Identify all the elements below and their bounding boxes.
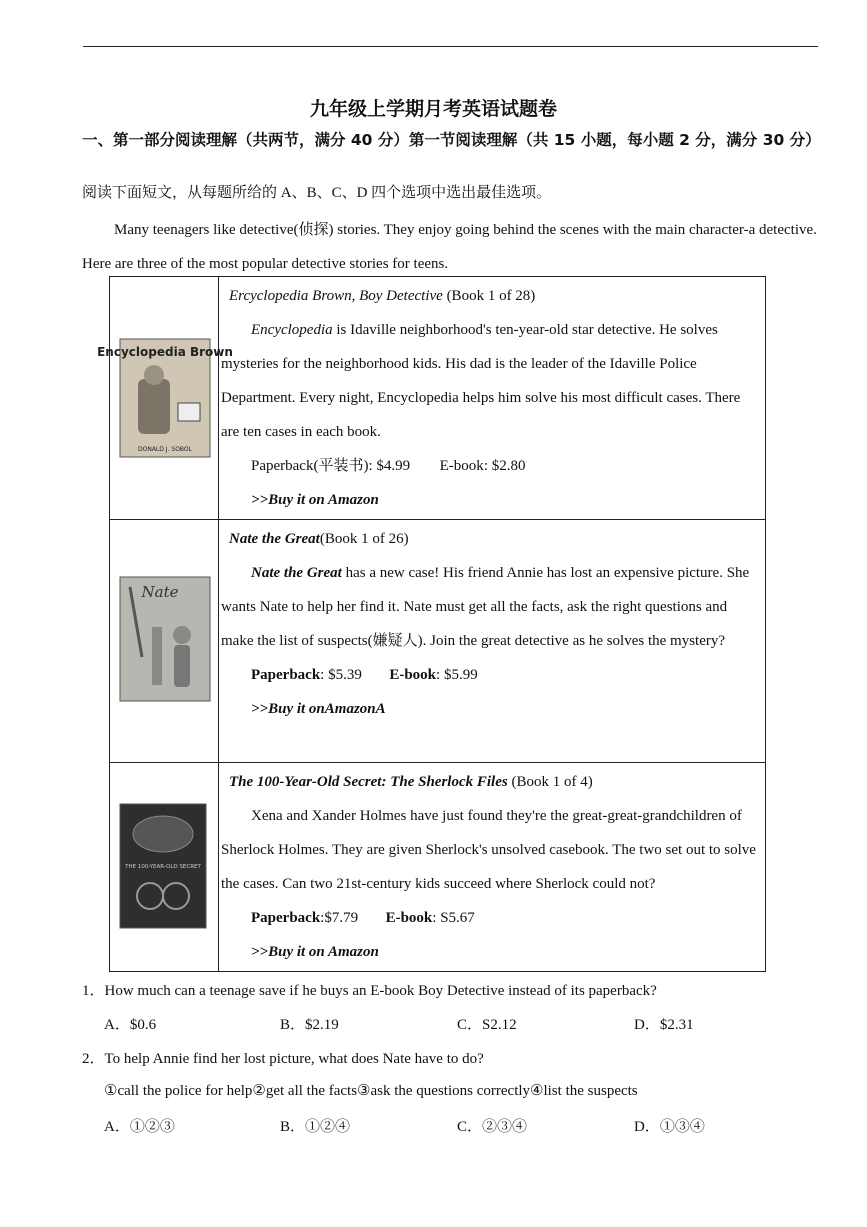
cover-cell <box>110 763 219 972</box>
instruction: 阅读下面短文，从每题所给的 A、B、C、D 四个选项中选出最佳选项。 <box>82 185 552 201</box>
book-entry-3 <box>219 763 766 972</box>
option-d[interactable]: D．$2.31 <box>634 1017 694 1033</box>
cover-title-text: THE 100-YEAR-OLD SECRET <box>125 864 201 870</box>
ebook-label: E-book <box>389 667 437 683</box>
question-1 <box>82 979 657 1000</box>
option-c[interactable]: C．S2.12 <box>457 1017 517 1033</box>
buy-link: >>Buy it on Amazon <box>251 492 379 508</box>
cover-cell <box>110 520 219 763</box>
cover-cell <box>97 277 233 520</box>
ebook-label: E-book <box>385 910 433 926</box>
cover-title-text: Nate <box>141 583 179 601</box>
question-2 <box>82 1047 484 1068</box>
paperback-label: Paperback(平装书) <box>251 458 369 474</box>
intro-paragraph: Many teenagers like detective(侦探) stories. They enjoy going behind the scenes with the main character-a detective. Here are three of the most popular detective stories for teens. <box>82 222 817 272</box>
question-number: 1． <box>82 983 105 999</box>
book-description: Xena and Xander Holmes have just found they're the great-great-grandchildren of Sherlock Holmes. They are given Sherlock's unsolved casebook. The two set out to solve the cases. Can two 21st-century kids succeed where Sherlock could not? <box>221 808 756 892</box>
book-series: (Book 1 of 26) <box>319 531 409 547</box>
header-rule <box>83 46 818 47</box>
book-series: (Book 1 of 28) <box>442 288 536 304</box>
book-lead: Encyclopedia <box>251 322 333 338</box>
paperback-price: : $5.39 <box>320 667 362 683</box>
option-c[interactable]: C．②③④ <box>457 1119 528 1135</box>
nate-the-great-cover-image <box>120 577 210 701</box>
question-text: How much can a teenage save if he buys an E-book Boy Detective instead of its paperback? <box>104 983 657 999</box>
cover-author-text: DONALD J. SOBOL <box>138 446 192 453</box>
ebook-price: : S5.67 <box>432 910 475 926</box>
paperback-label: Paperback <box>251 910 321 926</box>
paperback-price: :$7.79 <box>320 910 359 926</box>
option-a[interactable]: A．①②③ <box>104 1119 175 1135</box>
book-description: has a new case! His friend Annie has lost an expensive picture. She wants Nate to help her find it. Nate must get all the facts, ask the right questions and make the list of suspects(嫌疑人). Join the great detective as he solves the mystery? <box>221 565 750 649</box>
buy-link: >>Buy it on Amazon <box>251 944 379 960</box>
book-lead: Nate the Great <box>251 565 342 581</box>
question-number: 2． <box>82 1051 105 1067</box>
option-b[interactable]: B．①②④ <box>280 1119 351 1135</box>
option-d[interactable]: D．①③④ <box>634 1119 705 1135</box>
books-table <box>97 276 766 972</box>
question-text: To help Annie find her lost picture, what does Nate have to do? <box>104 1051 484 1067</box>
book-title: The 100-Year-Old Secret: The Sherlock Files <box>229 774 508 790</box>
paperback-label: Paperback <box>251 667 321 683</box>
question-2-statements: ①call the police for help②get all the facts③ask the questions correctly④list the suspects <box>104 1083 638 1099</box>
page-title: 九年级上学期月考英语试题卷 <box>309 98 557 120</box>
ebook-price: : $2.80 <box>483 458 526 474</box>
ebook-label: E-book <box>439 458 484 474</box>
book-description: is Idaville neighborhood's ten-year-old star detective. He solves mysteries for the neighborhood kids. His dad is the leader of the Idaville Police Department. Every night, Encyclopedia helps him solve his most difficult cases. There are ten cases in each book. <box>221 322 741 440</box>
section-heading: 一、第一部分阅读理解（共两节，满分 40 分）第一节阅读理解（共 15 小题，每小题 2 分，满分 30 分） <box>82 131 821 149</box>
encyclopedia-brown-cover-image <box>97 339 233 457</box>
book-title: Nate the Great <box>229 531 320 547</box>
ebook-price: : $5.99 <box>436 667 478 683</box>
paperback-price: : $4.99 <box>368 458 411 474</box>
book-title: Ercyclopedia Brown, Boy Detective <box>229 288 443 304</box>
option-a[interactable]: A．$0.6 <box>104 1017 157 1033</box>
buy-link: >>Buy it onAmazonA <box>251 701 386 717</box>
book-entry-1 <box>219 277 766 520</box>
option-b[interactable]: B．$2.19 <box>280 1017 339 1033</box>
cover-title-text: Encyclopedia Brown <box>97 345 233 359</box>
book-series: (Book 1 of 4) <box>507 774 593 790</box>
book-entry-2 <box>219 520 766 763</box>
sherlock-files-cover-image <box>120 804 206 928</box>
